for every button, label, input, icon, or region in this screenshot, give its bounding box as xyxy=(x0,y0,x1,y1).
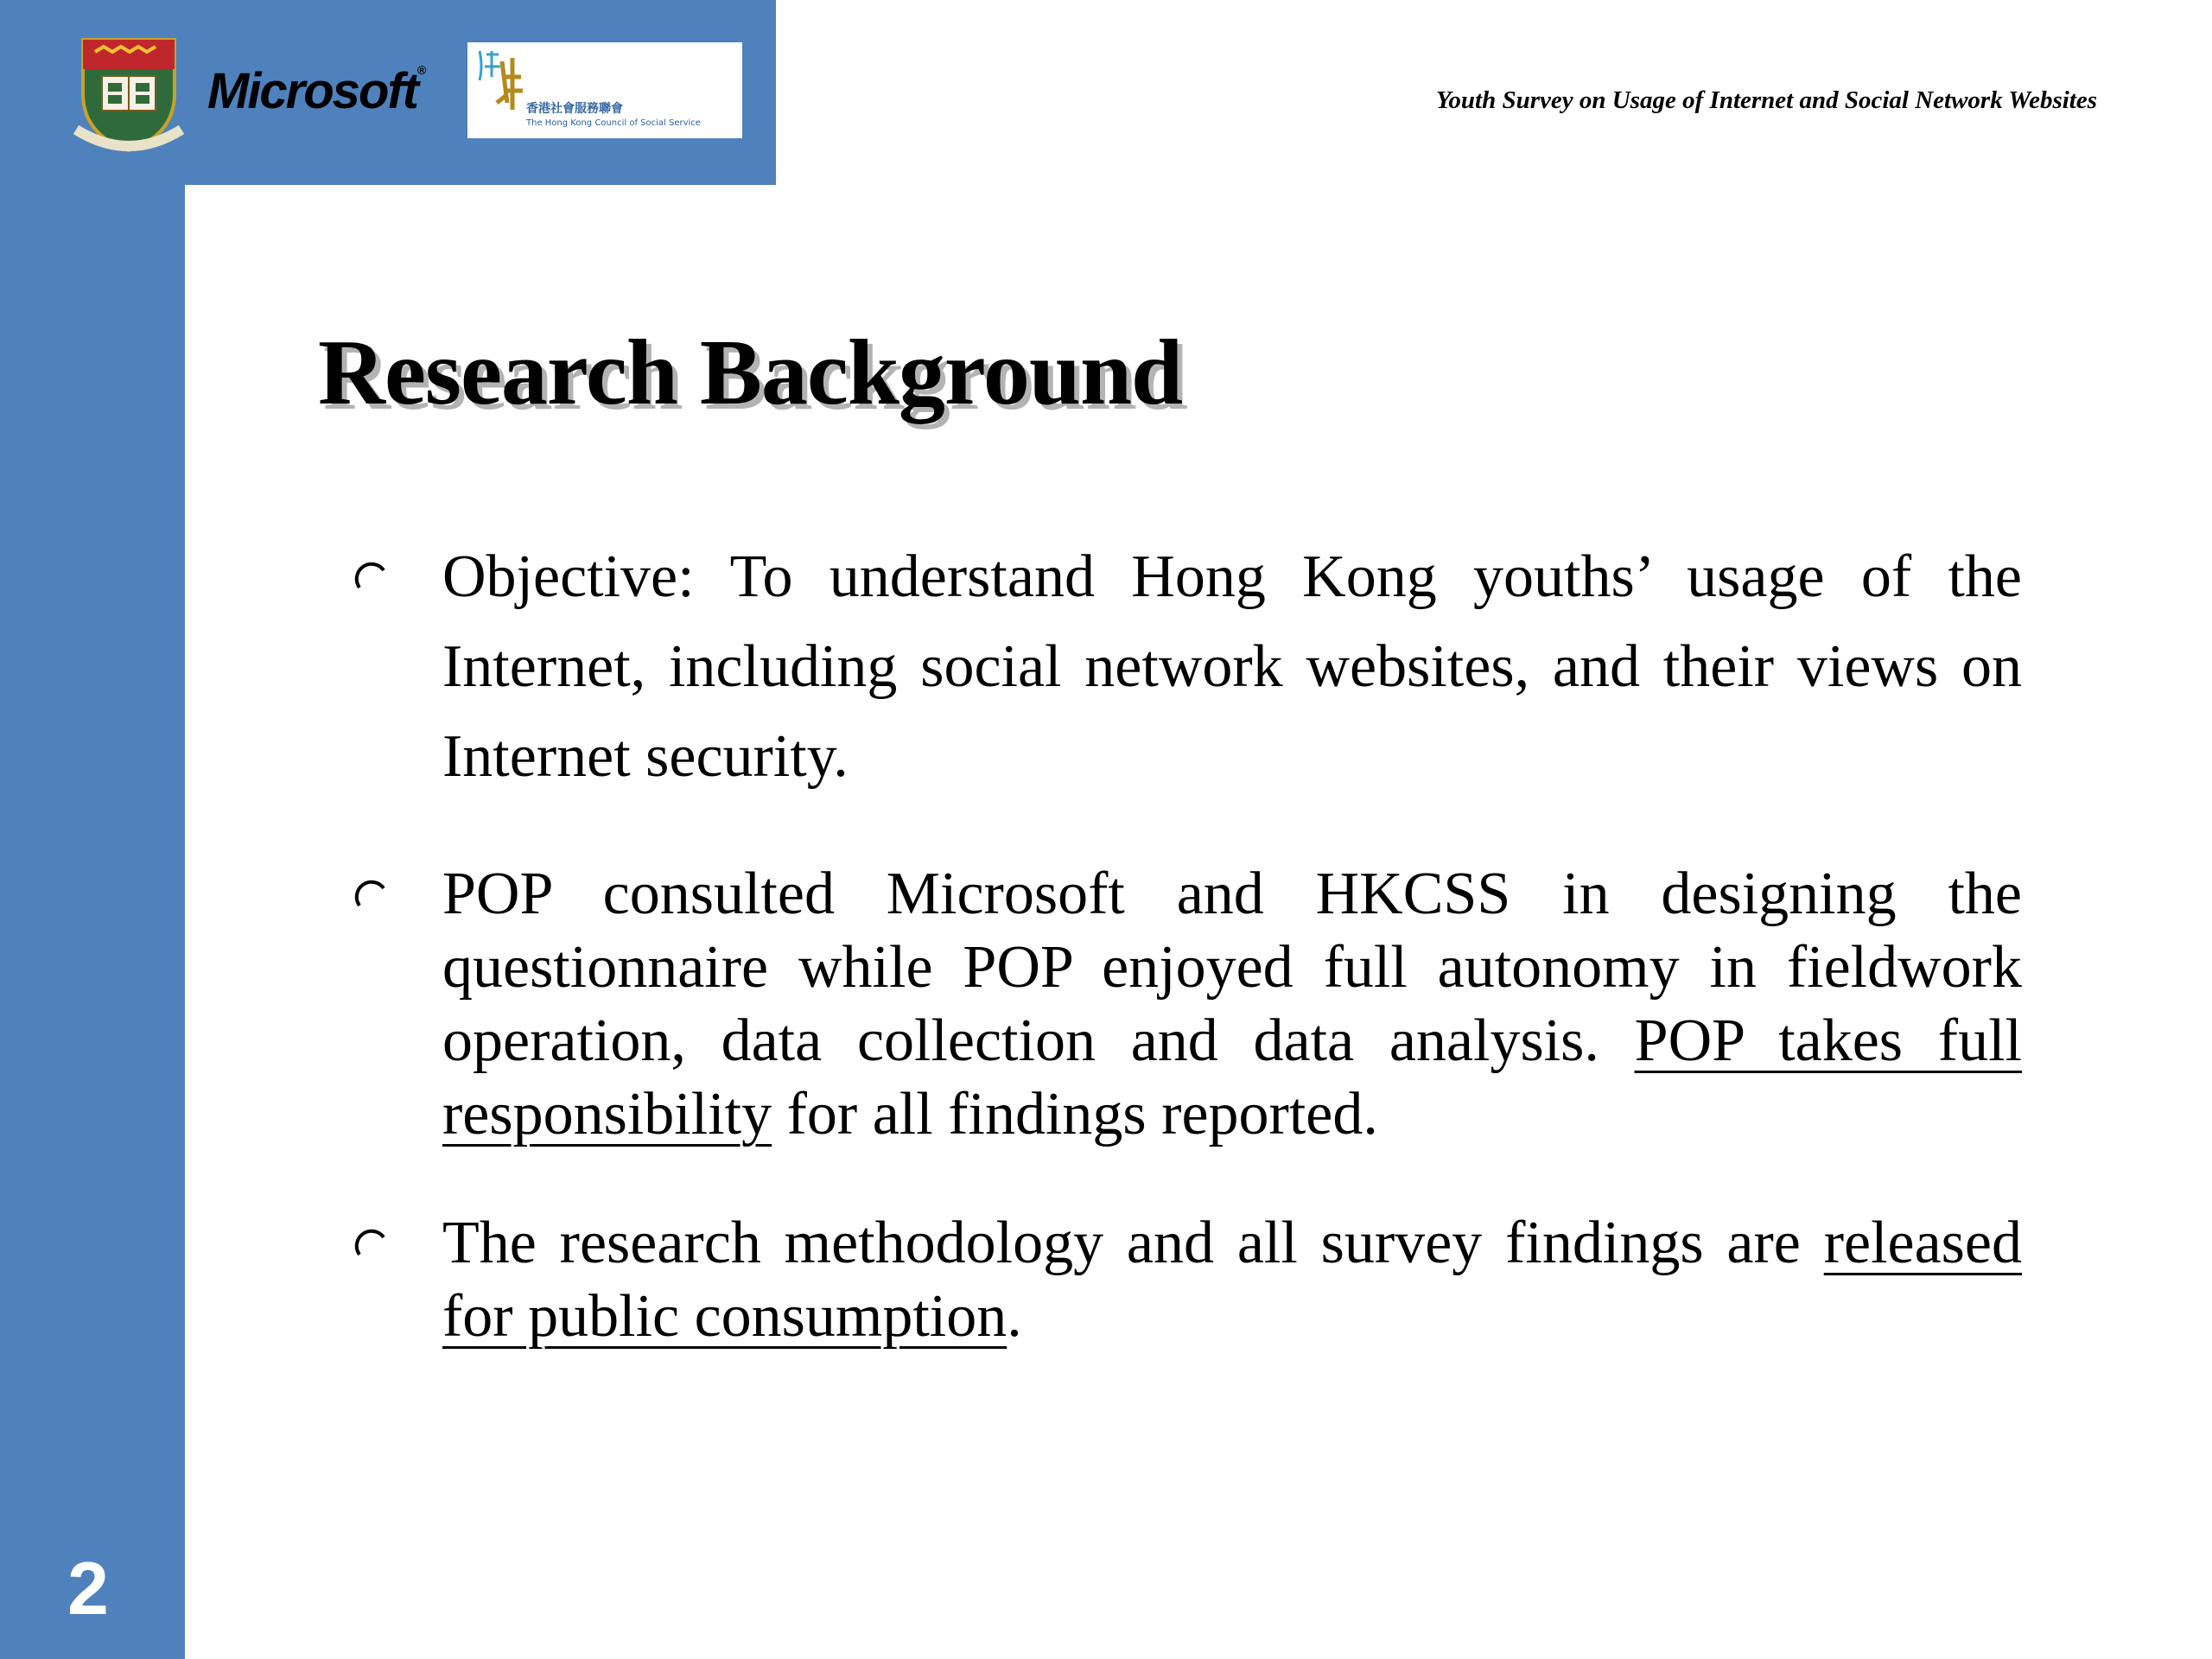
content-corner xyxy=(185,185,289,289)
survey-title: Youth Survey on Usage of Internet and Social Network Websites xyxy=(1435,86,2097,114)
arc-bullet-icon xyxy=(354,560,391,596)
arc-bullet-icon xyxy=(354,1227,391,1263)
bullet-text-part: for all findings reported. xyxy=(772,1081,1378,1147)
bullet-text: Objective: To understand Hong Kong youths’ usage of the Internet, including social network websites, and their views on Internet security. xyxy=(442,543,2022,790)
trademark-mark: ® xyxy=(417,63,427,77)
bullet-text xyxy=(442,1206,2022,1353)
bullet-text xyxy=(442,857,2022,1151)
microsoft-logo xyxy=(207,57,426,126)
underlined-phrase: released for public consumption xyxy=(442,1210,2022,1350)
slide-title: Research Background xyxy=(318,321,1183,424)
hkcss-chinese-name: 香港社會服務聯會 xyxy=(526,102,623,116)
hkcss-logo xyxy=(467,42,742,138)
university-crest-logo xyxy=(73,33,185,154)
hku-crest-icon xyxy=(73,33,185,154)
sidebar-band xyxy=(0,0,185,1659)
arc-bullet-icon xyxy=(354,878,391,914)
bullet-text-part: . xyxy=(1007,1283,1022,1350)
underlined-phrase: POP takes full responsibility xyxy=(442,1007,2022,1147)
bullet-text-part: POP consulted Microsoft and HKCSS in designing the questionnaire while POP enjoyed full autonomy in fieldwork operation, data collection and data analysis. xyxy=(442,861,2022,1074)
bullet-text-part: The research methodology and all survey findings are xyxy=(442,1210,1824,1276)
hkcss-english-name: The Hong Kong Council of Social Service xyxy=(526,118,701,128)
microsoft-logo-text: Microsoft xyxy=(207,63,417,119)
page-number: 2 xyxy=(67,1548,109,1630)
